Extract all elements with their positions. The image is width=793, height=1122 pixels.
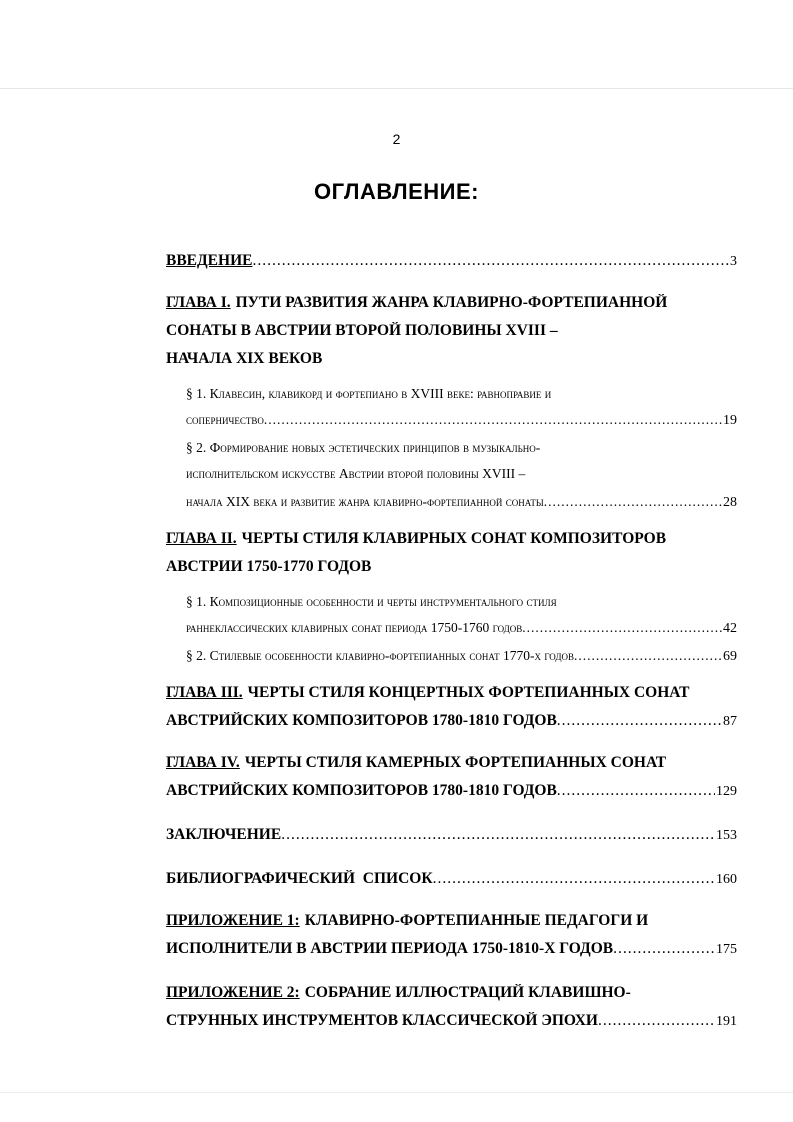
toc-ch1-sec1-row2 xyxy=(186,412,737,434)
toc-ch2-sec1-line1: § 1. Композиционные особенности и черты инструментального стиля xyxy=(186,594,557,609)
toc-ch1-label: ГЛАВА I. xyxy=(166,294,231,311)
toc-intro-label: ВВЕДЕНИЕ xyxy=(166,252,253,269)
toc-ch1-sec1-line1: § 1. Клавесин, клавикорд и фортепиано в XVIII веке: равноправие и xyxy=(186,386,552,401)
toc-ch2-sec1-line2: раннеклассических клавирных сонат периода 1750-1760 годов xyxy=(186,620,523,635)
toc-app1-page: 175 xyxy=(716,942,737,957)
toc-ch2-label: ГЛАВА II. xyxy=(166,530,237,547)
toc-entry-ch2-sec1[interactable] xyxy=(186,594,737,616)
toc-ch1-sec2-row2 xyxy=(186,466,737,488)
toc-ch1-sec2-row3 xyxy=(186,494,737,516)
toc-entry-chapter-4[interactable] xyxy=(166,754,737,776)
toc-ch1-title-line1: ПУТИ РАЗВИТИЯ ЖАНРА КЛАВИРНО-ФОРТЕПИАННОЙ xyxy=(235,294,668,311)
toc-entry-chapter-1[interactable] xyxy=(166,294,737,316)
toc-ch4-label: ГЛАВА IV. xyxy=(166,754,240,771)
toc-ch1-sec2-line1: § 2. Формирование новых эстетических принципов в музыкально- xyxy=(186,440,541,455)
toc-entry-conclusion[interactable] xyxy=(166,826,737,848)
toc-app2-title-line2: СТРУННЫХ ИНСТРУМЕНТОВ КЛАССИЧЕСКОЙ ЭПОХИ xyxy=(166,1012,598,1029)
toc-entry-ch2-sec2[interactable] xyxy=(186,648,737,670)
toc-app2-label: ПРИЛОЖЕНИЕ 2: xyxy=(166,984,300,1001)
dot-leader xyxy=(598,1012,715,1030)
toc-ch2-title-row2 xyxy=(166,558,737,580)
dot-leader xyxy=(557,782,715,800)
toc-entry-bibliography[interactable] xyxy=(166,870,737,892)
toc-app2-title-row2 xyxy=(166,1012,737,1034)
toc-ch4-title-line1: ЧЕРТЫ СТИЛЯ КАМЕРНЫХ ФОРТЕПИАННЫХ СОНАТ xyxy=(244,754,667,771)
toc-ch4-title-row2 xyxy=(166,782,737,804)
page-title: ОГЛАВЛЕНИЕ: xyxy=(313,179,479,204)
scan-edge-bottom xyxy=(0,1092,793,1093)
toc-entry-appendix-2[interactable] xyxy=(166,984,737,1006)
toc-entry-intro[interactable] xyxy=(166,252,737,274)
toc-app2-page: 191 xyxy=(716,1014,737,1029)
toc-ch2-sec2-page: 69 xyxy=(723,649,737,664)
toc-ch2-title-line2: АВСТРИИ 1750-1770 ГОДОВ xyxy=(166,558,372,575)
toc-app2-title-line1: СОБРАНИЕ ИЛЛЮСТРАЦИЙ КЛАВИШНО- xyxy=(304,984,631,1001)
toc-ch2-sec2-line1: § 2. Стилевые особенности клавирно-фортепианных сонат 1770-х годов xyxy=(186,648,574,663)
toc-entry-chapter-3[interactable] xyxy=(166,684,737,706)
toc-ch1-title-line2: СОНАТЫ В АВСТРИИ ВТОРОЙ ПОЛОВИНЫ XVIII – xyxy=(166,322,558,339)
toc-ch1-title-row3 xyxy=(166,350,737,372)
dot-leader xyxy=(544,494,722,510)
toc-ch1-sec2-line3: начала XIX века и развитие жанра клавирно-фортепианной сонаты xyxy=(186,494,544,509)
toc-app1-label: ПРИЛОЖЕНИЕ 1: xyxy=(166,912,300,929)
toc-app1-title-line1: КЛАВИРНО-ФОРТЕПИАННЫЕ ПЕДАГОГИ И xyxy=(304,912,649,929)
dot-leader xyxy=(433,870,715,888)
toc-bibliography-page: 160 xyxy=(716,872,737,887)
dot-leader xyxy=(557,712,722,730)
toc-intro-page: 3 xyxy=(730,254,737,269)
toc-ch3-title-line1: ЧЕРТЫ СТИЛЯ КОНЦЕРТНЫХ ФОРТЕПИАННЫХ СОНАТ xyxy=(247,684,690,701)
toc-app1-title-line2: ИСПОЛНИТЕЛИ В АВСТРИИ ПЕРИОДА 1750-1810-Х ГОДОВ xyxy=(166,940,614,957)
dot-leader xyxy=(264,412,722,428)
toc-ch1-sec2-line2: исполнительском искусстве Австрии второй половины XVIII – xyxy=(186,466,526,481)
toc-ch1-sec2-page: 28 xyxy=(723,495,737,510)
toc-ch1-title-line3: НАЧАЛА XIX ВЕКОВ xyxy=(166,350,323,367)
toc-conclusion-label: ЗАКЛЮЧЕНИЕ xyxy=(166,826,282,843)
toc-ch3-label: ГЛАВА III. xyxy=(166,684,243,701)
page-number: 2 xyxy=(392,131,401,147)
dot-leader xyxy=(522,620,722,636)
toc-entry-ch1-sec1[interactable] xyxy=(186,386,737,408)
toc-bibliography-label: БИБЛИОГРАФИЧЕСКИЙ СПИСОК xyxy=(166,870,433,887)
toc-entry-chapter-2[interactable] xyxy=(166,530,737,552)
toc-ch1-title-row2 xyxy=(166,322,737,344)
toc-ch3-title-row2 xyxy=(166,712,737,734)
toc-ch4-title-line2: АВСТРИЙСКИХ КОМПОЗИТОРОВ 1780-1810 ГОДОВ xyxy=(166,782,557,799)
toc-conclusion-page: 153 xyxy=(716,828,737,843)
dot-leader xyxy=(281,826,715,844)
toc-ch3-page: 87 xyxy=(723,714,737,729)
toc-ch2-sec1-page: 42 xyxy=(723,621,737,636)
toc-ch1-sec1-line2: соперничество xyxy=(186,412,264,427)
toc-entry-ch1-sec2[interactable] xyxy=(186,440,737,462)
toc-ch2-sec1-row2 xyxy=(186,620,737,642)
toc-ch4-page: 129 xyxy=(716,784,737,799)
toc-ch3-title-line2: АВСТРИЙСКИХ КОМПОЗИТОРОВ 1780-1810 ГОДОВ xyxy=(166,712,557,729)
dot-leader xyxy=(574,648,722,664)
toc-entry-appendix-1[interactable] xyxy=(166,912,737,934)
dot-leader xyxy=(613,940,715,958)
toc-ch1-sec1-page: 19 xyxy=(723,413,737,428)
scan-edge-top xyxy=(0,88,793,89)
toc-app1-title-row2 xyxy=(166,940,737,962)
toc-ch2-title-line1: ЧЕРТЫ СТИЛЯ КЛАВИРНЫХ СОНАТ КОМПОЗИТОРОВ xyxy=(241,530,667,547)
dot-leader xyxy=(252,252,729,270)
